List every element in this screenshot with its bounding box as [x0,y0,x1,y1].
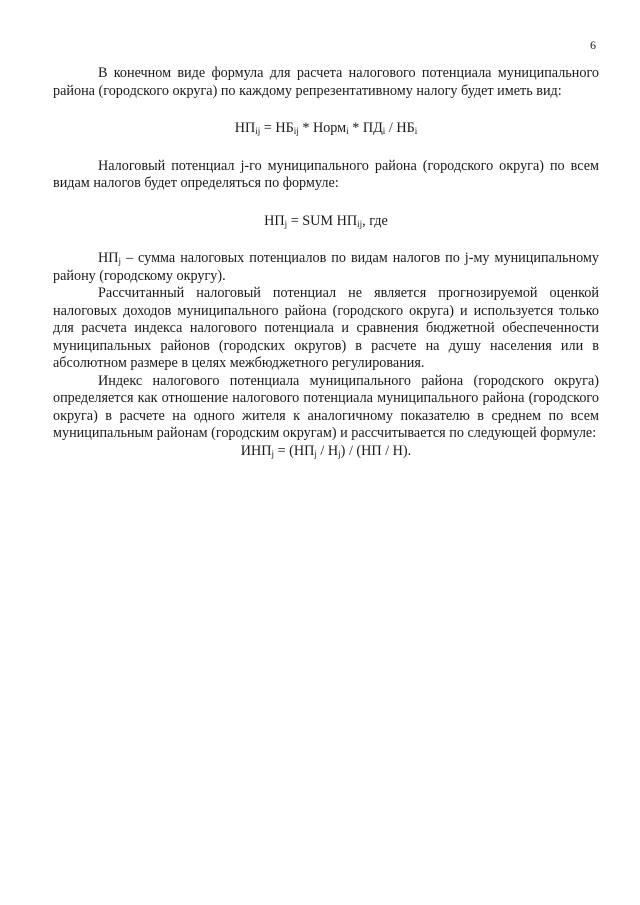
paragraph-total-potential-intro: Налоговый потенциал j-го муниципального района (городского округа) по всем видам налогов будет определяться по формуле: [53,157,599,191]
formula-tax-potential-per-tax: $НП_{ij} = НБ_{ij}$ * Норм$_i$ * $ПД_i / НБ_i$ [234,120,418,136]
paragraph-potential-note: Рассчитанный налоговый потенциал не является прогнозируемой оценкой налоговых доходов муниципального района (городского округа) и используется только для расчета индекса налогового потенциала и сравнения бюджетной обеспеченности муниципальных районов (городских округов) в расчете на душу населения или в абсолютном размере в целях межбюджетного регулирования. [53,285,599,371]
formula-tax-potential-index: $ИНП_j = (НП_j / Н_j) / (НП / Н)$. [240,442,412,459]
paragraph-index-intro: Индекс налогового потенциала муниципального района (городского округа) определяется как отношение налогового потенциала муниципального района (городского округа) в расчете на одного жителя к аналогичному показателю в среднем по всем муниципальным районам (городским округам) и рассчитывается по следующей формуле: [53,372,599,441]
document-body [53,65,599,460]
paragraph-formula-intro: В конечном виде формула для расчета налогового потенциала муниципального района (городского округа) по каждому репрезентативному налогу будет иметь вид: [53,65,599,99]
paragraph-definition: $НП_j$ – сумма налоговых потенциалов по видам налогов по j-му муниципальному району (городскому округу). [53,250,599,284]
formula-total-tax-potential: $НП_j$ = SUM $НП_{ij}$, где [264,212,388,229]
page-number: 6 [590,38,596,52]
